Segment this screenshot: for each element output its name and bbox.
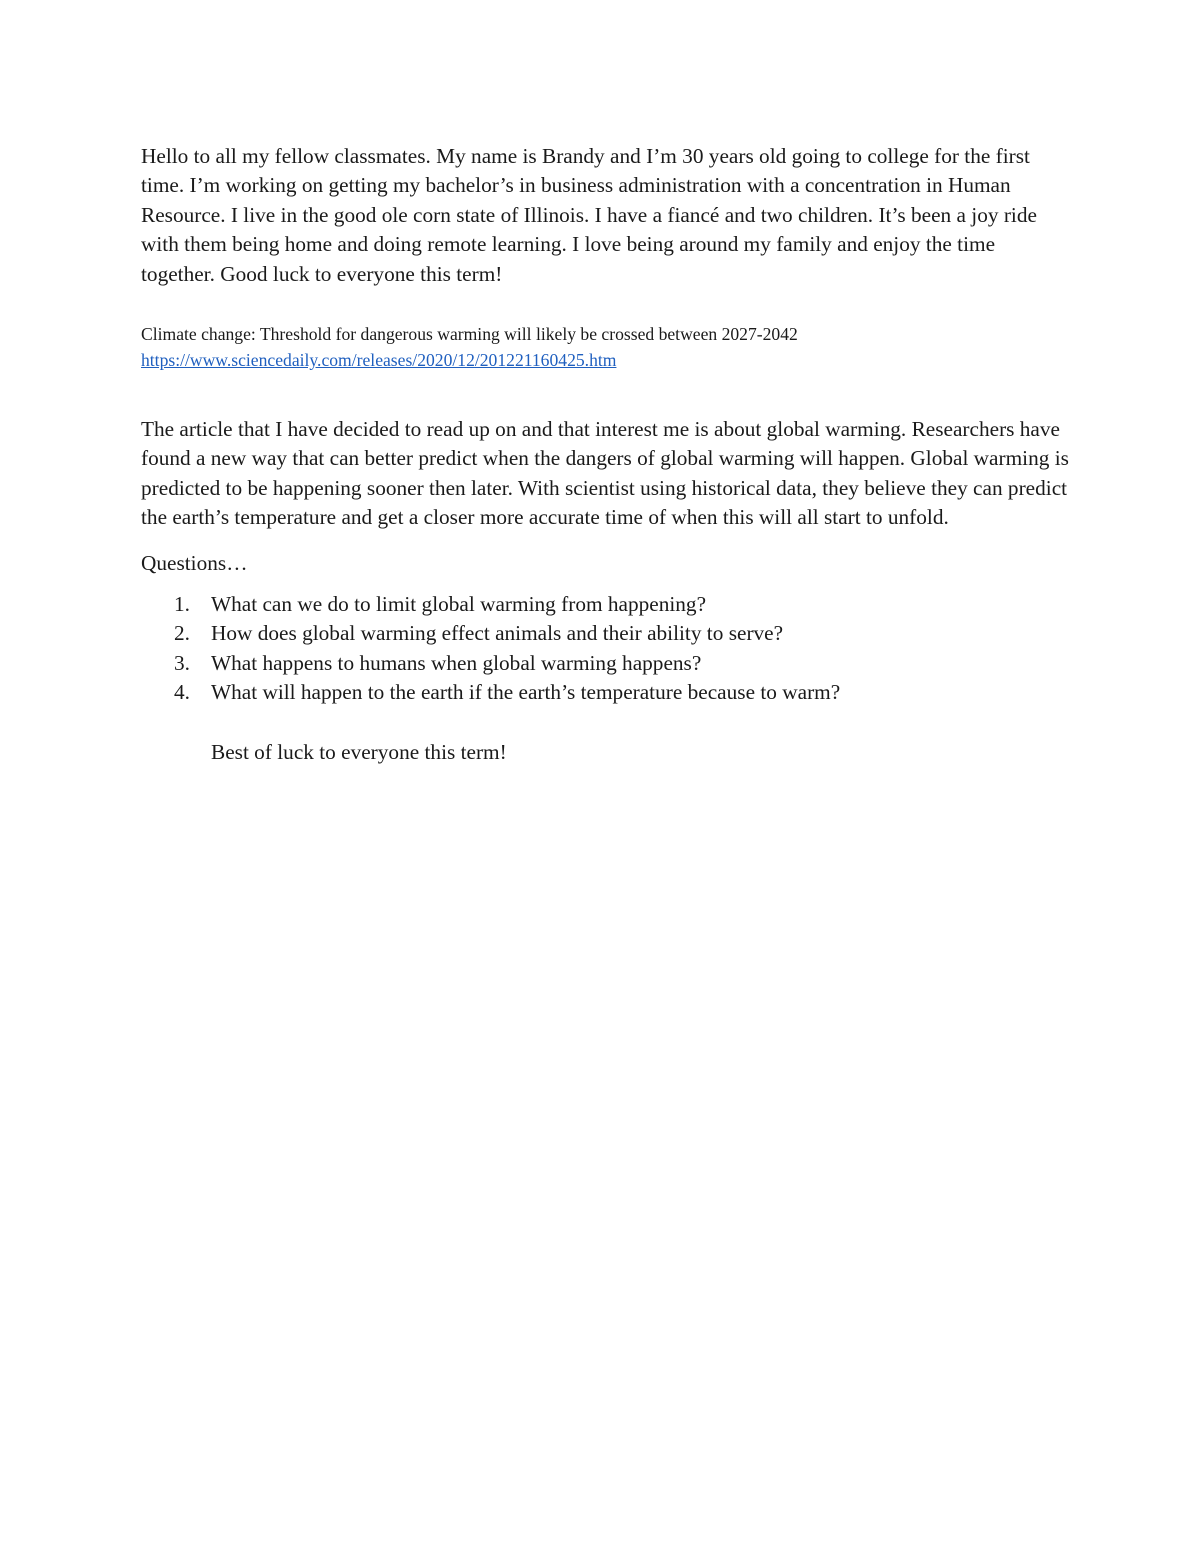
article-link[interactable]: https://www.sciencedaily.com/releases/2020/12/201221160425.htm [141,350,617,371]
question-item [141,678,1071,707]
closing-line: Best of luck to everyone this term! [211,739,507,764]
document-page [141,142,1071,767]
question-number: 4. [174,680,190,705]
question-number: 2. [174,621,190,646]
question-number: 1. [174,592,190,617]
article-reference [141,321,1071,373]
question-item [141,619,1071,648]
question-text: What will happen to the earth if the earth’s temperature because to warm? [211,680,841,705]
summary-paragraph: The article that I have decided to read up on and that interest me is about global warming. Researchers have found a new way that can better predict when the dangers of global warming will happen. Global warming is predicted to be happening sooner then later. With scientist using historical data, they believe they can predict the earth’s temperature and get a closer more accurate time of when this will all start to unfold. [141,417,1069,530]
questions-list [141,590,1071,708]
questions-heading: Questions… [141,550,248,575]
question-text: How does global warming effect animals and their ability to serve? [211,621,784,646]
article-title: Climate change: Threshold for dangerous warming will likely be crossed between 2027-2042 [141,324,798,345]
question-item [141,590,1071,619]
question-text: What happens to humans when global warming happens? [211,650,702,675]
intro-paragraph: Hello to all my fellow classmates. My name is Brandy and I’m 30 years old going to college for the first time. I’m working on getting my bachelor’s in business administration with a concentration in Human Resource. I live in the good ole corn state of Illinois. I have a fiancé and two children. It’s been a joy ride with them being home and doing remote learning. I love being around my family and enjoy the time together. Good luck to everyone this term! [141,144,1037,286]
question-number: 3. [174,650,190,675]
question-text: What can we do to limit global warming from happening? [211,592,707,617]
question-item [141,649,1071,678]
